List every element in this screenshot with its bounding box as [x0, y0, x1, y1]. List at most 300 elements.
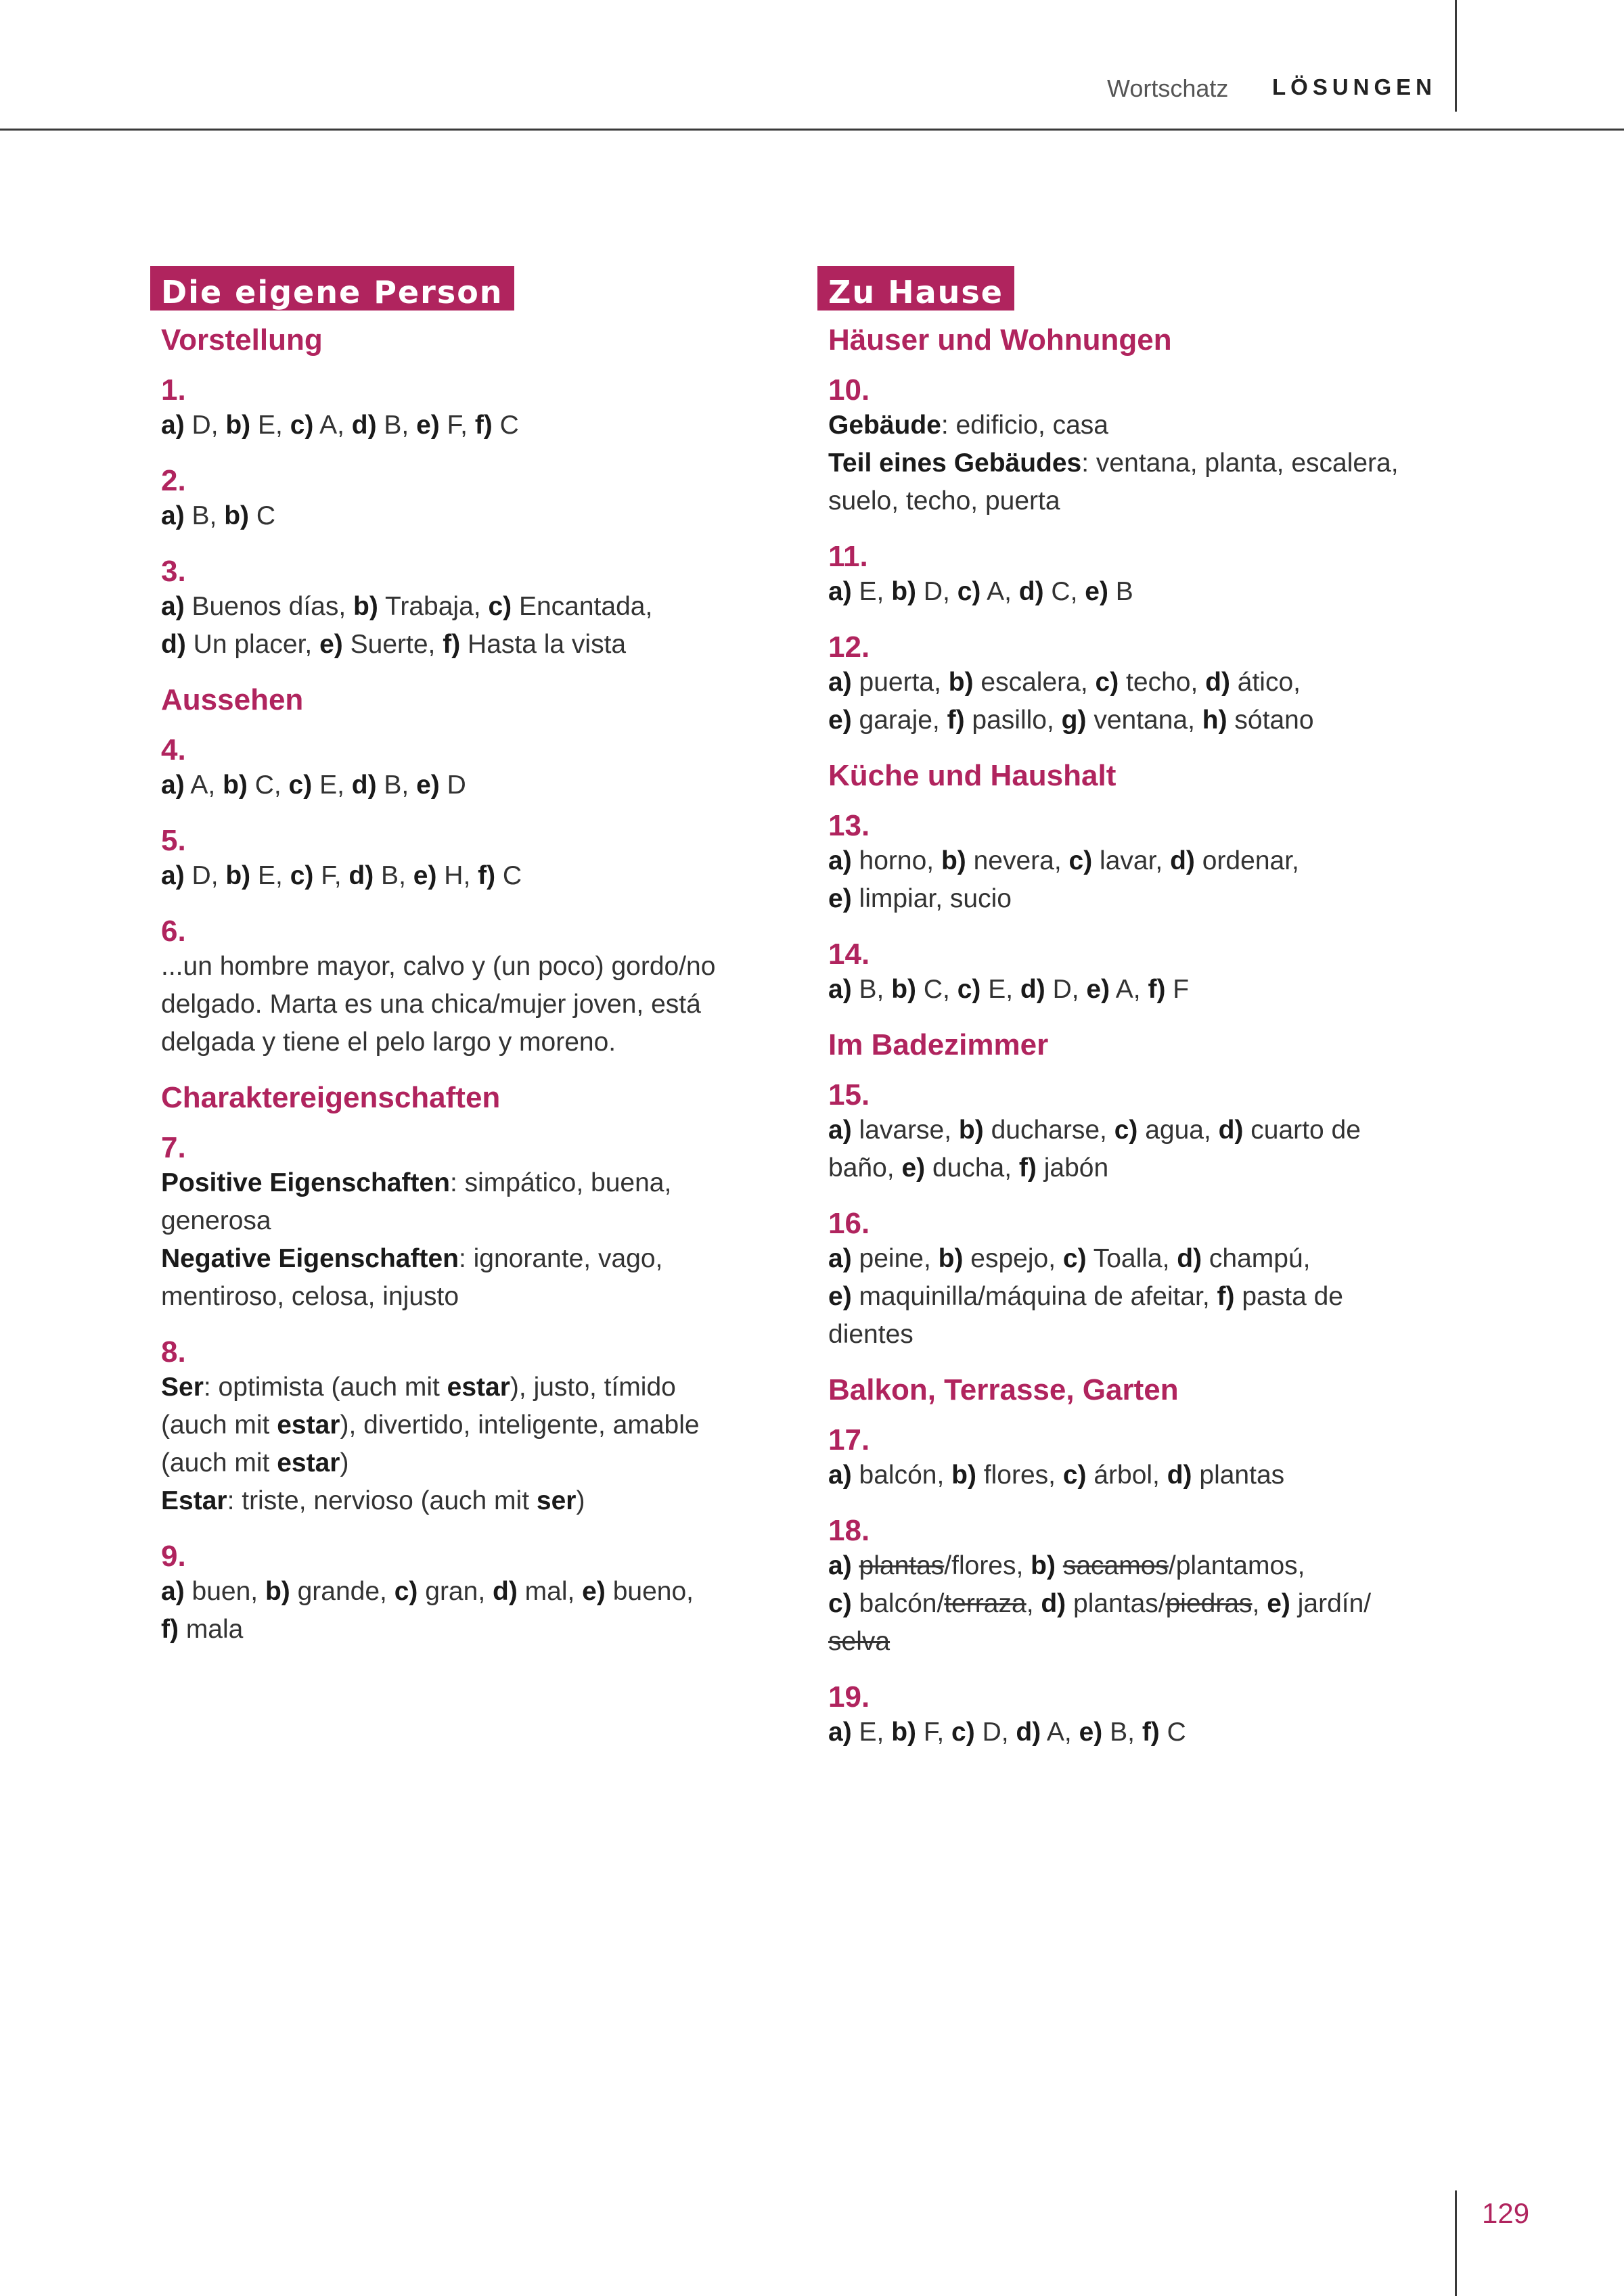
- answer-label: b): [223, 771, 248, 800]
- answer-text: grande,: [290, 1577, 394, 1606]
- right-column: [817, 266, 1453, 1769]
- answer-text: B,: [1102, 1718, 1142, 1747]
- header-divider: [1455, 0, 1457, 112]
- answer-text: ordenar,: [1194, 846, 1299, 875]
- answer-text: C,: [916, 975, 957, 1004]
- answer-text: B,: [376, 771, 417, 800]
- answer-label: e): [582, 1577, 606, 1606]
- answer-label: b): [941, 846, 966, 875]
- answer-text: A,: [313, 411, 352, 440]
- exercise-answer: [828, 1240, 1453, 1354]
- answer-label: b): [353, 592, 378, 621]
- exercise-number: 7.: [161, 1131, 186, 1164]
- answer-text: A,: [1041, 1718, 1079, 1747]
- struck-answer: selva: [828, 1627, 890, 1656]
- answer-label: d): [161, 630, 186, 659]
- exercise-answer: [161, 1164, 786, 1316]
- answer-text: F,: [313, 861, 349, 890]
- answer-text: B,: [374, 861, 413, 890]
- exercise-answer: [828, 1456, 1453, 1494]
- exercise-number: 11.: [828, 540, 868, 573]
- answer-text: ducha,: [925, 1153, 1019, 1183]
- answer-label: c): [290, 411, 314, 440]
- answer-label: e): [416, 411, 440, 440]
- answer-line: [828, 1149, 1453, 1187]
- answer-label: f): [1217, 1282, 1235, 1311]
- answer-line: [828, 880, 1453, 918]
- exercise-number: 6.: [161, 915, 186, 948]
- answer-label: c): [828, 1589, 852, 1618]
- answer-text: pasillo,: [964, 706, 1062, 735]
- header-title: LÖSUNGEN: [1272, 74, 1437, 99]
- exercise: [161, 371, 786, 444]
- answer-line: [828, 1111, 1453, 1149]
- answer-label: f): [478, 861, 496, 890]
- answer-line: [161, 1240, 786, 1278]
- answer-text: E,: [851, 577, 892, 606]
- answer-text: Suerte,: [342, 630, 443, 659]
- header-rule: [0, 129, 1624, 131]
- answer-line: [161, 1406, 786, 1444]
- left-column: [150, 266, 786, 1666]
- answer-label: d): [1018, 577, 1044, 606]
- answer-line: [161, 1024, 786, 1061]
- exercise-answer: [161, 588, 786, 664]
- answer-label: a): [828, 1551, 852, 1580]
- exercise: [161, 462, 786, 535]
- answer-text: jabón: [1036, 1153, 1109, 1183]
- answer-text: [852, 1551, 859, 1580]
- answer-label: c): [1062, 1244, 1087, 1273]
- answer-text: B,: [851, 975, 892, 1004]
- answer-label: d): [1041, 1589, 1066, 1618]
- answer-text: ventana,: [1086, 706, 1202, 735]
- answer-label: e): [319, 630, 343, 659]
- answer-label: a): [161, 592, 185, 621]
- exercise: [161, 1333, 786, 1520]
- answer-text: ducharse,: [983, 1116, 1114, 1145]
- answer-text: A,: [184, 771, 223, 800]
- answer-label: ser: [536, 1486, 577, 1515]
- exercise: [828, 1512, 1453, 1661]
- answer-text: balcón/: [851, 1589, 945, 1618]
- answer-text: (auch mit: [161, 1448, 277, 1477]
- answer-text: ,: [1252, 1589, 1267, 1618]
- exercise-answer: [161, 497, 786, 535]
- answer-text: [1056, 1551, 1063, 1580]
- answer-text: /flores,: [944, 1551, 1031, 1580]
- answer-line: [161, 766, 786, 804]
- answer-line: [828, 971, 1453, 1009]
- answer-label: h): [1202, 706, 1227, 735]
- answer-label: estar: [447, 1373, 510, 1402]
- answer-label: d): [1218, 1116, 1244, 1145]
- answer-text: : ventana, planta, escalera,: [1081, 449, 1399, 478]
- answer-label: e): [828, 884, 852, 913]
- answer-text: mentiroso, celosa, injusto: [161, 1282, 459, 1311]
- answer-line: [828, 842, 1453, 880]
- answer-text: Trabaja,: [378, 592, 489, 621]
- exercise-answer: [828, 664, 1453, 739]
- exercise: [161, 913, 786, 1061]
- answer-text: flores,: [976, 1461, 1063, 1490]
- exercise-number: 5.: [161, 824, 186, 857]
- answer-label: d): [351, 771, 377, 800]
- subsection-title: Aussehen: [161, 683, 304, 716]
- answer-text: F: [1165, 975, 1190, 1004]
- section-banner: Zu Hause: [817, 266, 1014, 311]
- answer-label: f): [1148, 975, 1166, 1004]
- exercise-number: 15.: [828, 1078, 870, 1111]
- answer-text: bueno,: [605, 1577, 694, 1606]
- answer-line: [161, 1164, 786, 1202]
- struck-answer: plantas: [859, 1551, 945, 1580]
- answer-text: baño,: [828, 1153, 902, 1183]
- answer-line: [828, 1316, 1453, 1354]
- answer-text: mal,: [517, 1577, 583, 1606]
- answer-line: [828, 702, 1453, 739]
- exercise: [161, 553, 786, 664]
- exercise-number: 2.: [161, 464, 186, 497]
- answer-text: generosa: [161, 1206, 271, 1235]
- answer-label: b): [891, 1718, 917, 1747]
- answer-label: a): [828, 1461, 852, 1490]
- answer-text: Encantada,: [512, 592, 653, 621]
- answer-text: nevera,: [966, 846, 1069, 875]
- answer-text: suelo, techo, puerta: [828, 486, 1060, 515]
- answer-label: f): [1142, 1718, 1160, 1747]
- answer-text: espejo,: [963, 1244, 1063, 1273]
- answer-text: D,: [916, 577, 957, 606]
- answer-label: a): [828, 668, 852, 697]
- exercise: [828, 371, 1453, 520]
- subsection-title: Küche und Haushalt: [828, 759, 1116, 792]
- answer-line: [828, 482, 1453, 520]
- answer-line: [161, 1482, 786, 1520]
- answer-text: gran,: [418, 1577, 493, 1606]
- answer-text: lavarse,: [851, 1116, 959, 1145]
- answer-text: sótano: [1227, 706, 1314, 735]
- answer-text: limpiar, sucio: [851, 884, 1012, 913]
- answer-label: c): [1068, 846, 1093, 875]
- answer-text: horno,: [851, 846, 941, 875]
- answer-label: c): [1114, 1116, 1138, 1145]
- answer-line: [161, 986, 786, 1024]
- answer-text: ático,: [1230, 668, 1301, 697]
- answer-label: e): [416, 771, 440, 800]
- answer-text: B,: [376, 411, 417, 440]
- answer-text: ,: [1026, 1589, 1041, 1618]
- answer-label: d): [1016, 1718, 1041, 1747]
- subsection-title: Balkon, Terrasse, Garten: [828, 1373, 1179, 1406]
- answer-label: f): [443, 630, 461, 659]
- exercise: [828, 1205, 1453, 1354]
- answer-text: Buenos días,: [184, 592, 354, 621]
- exercise-number: 1.: [161, 373, 186, 407]
- exercise: [828, 538, 1453, 611]
- exercise-answer: [161, 766, 786, 804]
- answer-label: b): [265, 1577, 290, 1606]
- answer-text: : optimista (auch mit: [203, 1373, 447, 1402]
- answer-text: D,: [184, 411, 226, 440]
- answer-line: [161, 1202, 786, 1240]
- answer-label: c): [1095, 668, 1119, 697]
- answer-text: peine,: [851, 1244, 939, 1273]
- answer-label: e): [1085, 577, 1108, 606]
- exercise: [161, 1538, 786, 1649]
- answer-label: d): [1205, 668, 1230, 697]
- page-number: 129: [1482, 2197, 1530, 2229]
- answer-label: c): [951, 1718, 975, 1747]
- exercise: [828, 1076, 1453, 1187]
- answer-label: d): [348, 861, 374, 890]
- answer-label: d): [1177, 1244, 1202, 1273]
- answer-line: [161, 1369, 786, 1406]
- answer-text: : simpático, buena,: [449, 1168, 672, 1197]
- answer-label: e): [413, 861, 437, 890]
- struck-answer: piedras: [1165, 1589, 1253, 1618]
- answer-label: e): [1267, 1589, 1290, 1618]
- answer-label: a): [828, 846, 852, 875]
- answer-text: Toalla,: [1086, 1244, 1177, 1273]
- answer-label: d): [1170, 846, 1195, 875]
- exercise: [828, 936, 1453, 1009]
- answer-label: b): [891, 577, 917, 606]
- answer-text: garaje,: [851, 706, 947, 735]
- answer-text: árbol,: [1086, 1461, 1167, 1490]
- answer-label: Positive Eigenschaften: [161, 1168, 450, 1197]
- answer-text: D,: [974, 1718, 1016, 1747]
- exercise-number: 10.: [828, 373, 870, 407]
- answer-label: b): [224, 501, 250, 530]
- answer-label: a): [161, 771, 185, 800]
- exercise-answer: [161, 948, 786, 1061]
- answer-label: a): [161, 861, 185, 890]
- answer-text: delgado. Marta es una chica/mujer joven, está: [161, 990, 701, 1019]
- answer-text: ): [340, 1448, 349, 1477]
- answer-text: D,: [1045, 975, 1087, 1004]
- answer-text: Hasta la vista: [460, 630, 627, 659]
- answer-line: [828, 1714, 1453, 1751]
- answer-label: b): [938, 1244, 964, 1273]
- exercise-number: 14.: [828, 938, 870, 971]
- exercise: [161, 822, 786, 895]
- answer-label: c): [488, 592, 512, 621]
- answer-label: d): [351, 411, 377, 440]
- answer-text: plantas/: [1066, 1589, 1166, 1618]
- answer-text: ): [576, 1486, 585, 1515]
- exercise-number: 4.: [161, 733, 186, 766]
- answer-label: estar: [277, 1448, 340, 1477]
- answer-text: puerta,: [851, 668, 949, 697]
- answer-label: a): [828, 1718, 852, 1747]
- answer-label: f): [474, 411, 493, 440]
- answer-label: b): [948, 668, 974, 697]
- answer-text: : triste, nervioso (auch mit: [227, 1486, 537, 1515]
- answer-label: b): [1031, 1551, 1056, 1580]
- answer-text: balcón,: [851, 1461, 952, 1490]
- exercise: [828, 628, 1453, 739]
- answer-label: b): [951, 1461, 976, 1490]
- exercise: [828, 1421, 1453, 1494]
- answer-label: b): [225, 861, 251, 890]
- exercise-answer: [828, 1714, 1453, 1751]
- exercise-number: 3.: [161, 555, 186, 588]
- answer-text: C,: [1043, 577, 1085, 606]
- answer-text: A,: [1110, 975, 1148, 1004]
- answer-line: [828, 1585, 1453, 1623]
- answer-label: e): [828, 1282, 852, 1311]
- answer-label: a): [161, 1577, 185, 1606]
- answer-text: escalera,: [973, 668, 1096, 697]
- exercise: [828, 807, 1453, 918]
- answer-line: [828, 1623, 1453, 1661]
- struck-answer: terraza: [944, 1589, 1027, 1618]
- answer-label: e): [901, 1153, 926, 1183]
- answer-text: cuarto de: [1243, 1116, 1361, 1145]
- answer-label: b): [891, 975, 917, 1004]
- answer-text: E,: [312, 771, 352, 800]
- answer-text: dientes: [828, 1320, 914, 1349]
- answer-label: b): [958, 1116, 984, 1145]
- answer-text: (auch mit: [161, 1410, 277, 1440]
- answer-text: E,: [250, 411, 290, 440]
- answer-line: [828, 407, 1453, 444]
- exercise-answer: [828, 971, 1453, 1009]
- exercise-number: 18.: [828, 1514, 870, 1547]
- exercise-number: 16.: [828, 1207, 870, 1240]
- answer-label: a): [828, 577, 852, 606]
- answer-text: D: [439, 771, 466, 800]
- answer-line: [161, 588, 786, 626]
- answer-label: a): [161, 411, 185, 440]
- footer-divider: [1455, 2190, 1457, 2296]
- exercise-answer: [161, 857, 786, 895]
- answer-text: D,: [184, 861, 226, 890]
- answer-text: plantas: [1192, 1461, 1285, 1490]
- section-banner: Die eigene Person: [150, 266, 514, 311]
- answer-text: C,: [247, 771, 289, 800]
- answer-label: f): [1018, 1153, 1037, 1183]
- answer-text: agua,: [1137, 1116, 1219, 1145]
- exercise: [828, 1678, 1453, 1751]
- answer-text: F,: [916, 1718, 952, 1747]
- answer-label: Ser: [161, 1373, 204, 1402]
- answer-line: [828, 1547, 1453, 1585]
- answer-line: [828, 444, 1453, 482]
- answer-label: d): [493, 1577, 518, 1606]
- answer-label: e): [1079, 1718, 1103, 1747]
- answer-label: b): [225, 411, 251, 440]
- exercise-answer: [161, 1369, 786, 1520]
- answer-text: techo,: [1119, 668, 1206, 697]
- answer-label: g): [1061, 706, 1087, 735]
- answer-text: A,: [980, 577, 1019, 606]
- answer-line: [161, 497, 786, 535]
- answer-label: f): [161, 1615, 179, 1644]
- answer-label: c): [1062, 1461, 1087, 1490]
- answer-line: [161, 948, 786, 986]
- answer-label: d): [1167, 1461, 1192, 1490]
- subsection-title: Charaktereigenschaften: [161, 1081, 501, 1114]
- answer-text: maquinilla/máquina de afeitar,: [851, 1282, 1217, 1311]
- answer-text: ), divertido, inteligente, amable: [340, 1410, 700, 1440]
- answer-line: [161, 1611, 786, 1649]
- answer-text: jardín/: [1290, 1589, 1372, 1618]
- answer-label: e): [828, 706, 852, 735]
- answer-line: [161, 1444, 786, 1482]
- answer-label: c): [290, 861, 314, 890]
- answer-line: [828, 1278, 1453, 1316]
- answer-label: c): [288, 771, 313, 800]
- answer-text: C: [492, 411, 519, 440]
- answer-line: [161, 1573, 786, 1611]
- answer-label: d): [1020, 975, 1045, 1004]
- answer-text: delgada y tiene el pelo largo y moreno.: [161, 1028, 616, 1057]
- answer-line: [828, 664, 1453, 702]
- answer-text: : edificio, casa: [941, 411, 1108, 440]
- exercise-answer: [828, 1547, 1453, 1661]
- answer-text: mala: [178, 1615, 244, 1644]
- answer-label: a): [828, 975, 852, 1004]
- answer-text: E,: [980, 975, 1020, 1004]
- answer-label: c): [957, 577, 981, 606]
- struck-answer: sacamos: [1062, 1551, 1169, 1580]
- exercise-answer: [828, 573, 1453, 611]
- answer-line: [828, 1240, 1453, 1278]
- answer-label: e): [1086, 975, 1110, 1004]
- answer-text: C: [249, 501, 276, 530]
- exercise-answer: [828, 1111, 1453, 1187]
- answer-text: E,: [250, 861, 290, 890]
- answer-text: H,: [436, 861, 478, 890]
- exercise-number: 12.: [828, 630, 870, 664]
- answer-label: f): [947, 706, 965, 735]
- answer-text: champú,: [1202, 1244, 1311, 1273]
- answer-text: /plantamos,: [1168, 1551, 1305, 1580]
- answer-label: Gebäude: [828, 411, 941, 440]
- exercise: [161, 1129, 786, 1316]
- answer-text: B: [1108, 577, 1133, 606]
- answer-text: E,: [851, 1718, 892, 1747]
- answer-label: a): [828, 1116, 852, 1145]
- exercise-number: 13.: [828, 809, 870, 842]
- subsection-title: Vorstellung: [161, 323, 323, 357]
- answer-line: [161, 407, 786, 444]
- exercise-answer: [161, 407, 786, 444]
- answer-label: estar: [277, 1410, 340, 1440]
- answer-line: [161, 626, 786, 664]
- exercise-answer: [161, 1573, 786, 1649]
- answer-line: [828, 573, 1453, 611]
- answer-text: F,: [439, 411, 475, 440]
- exercise-number: 8.: [161, 1335, 186, 1369]
- answer-line: [161, 857, 786, 895]
- answer-text: Un placer,: [185, 630, 320, 659]
- subsection-title: Im Badezimmer: [828, 1028, 1049, 1061]
- answer-label: Estar: [161, 1486, 227, 1515]
- answer-label: Teil eines Gebäudes: [828, 449, 1082, 478]
- exercise-number: 17.: [828, 1423, 870, 1456]
- exercise: [161, 731, 786, 804]
- exercise-answer: [828, 842, 1453, 918]
- answer-label: a): [161, 501, 185, 530]
- answer-text: buen,: [184, 1577, 265, 1606]
- answer-text: C: [1159, 1718, 1186, 1747]
- answer-label: a): [828, 1244, 852, 1273]
- answer-label: Negative Eigenschaften: [161, 1244, 459, 1273]
- answer-text: B,: [184, 501, 225, 530]
